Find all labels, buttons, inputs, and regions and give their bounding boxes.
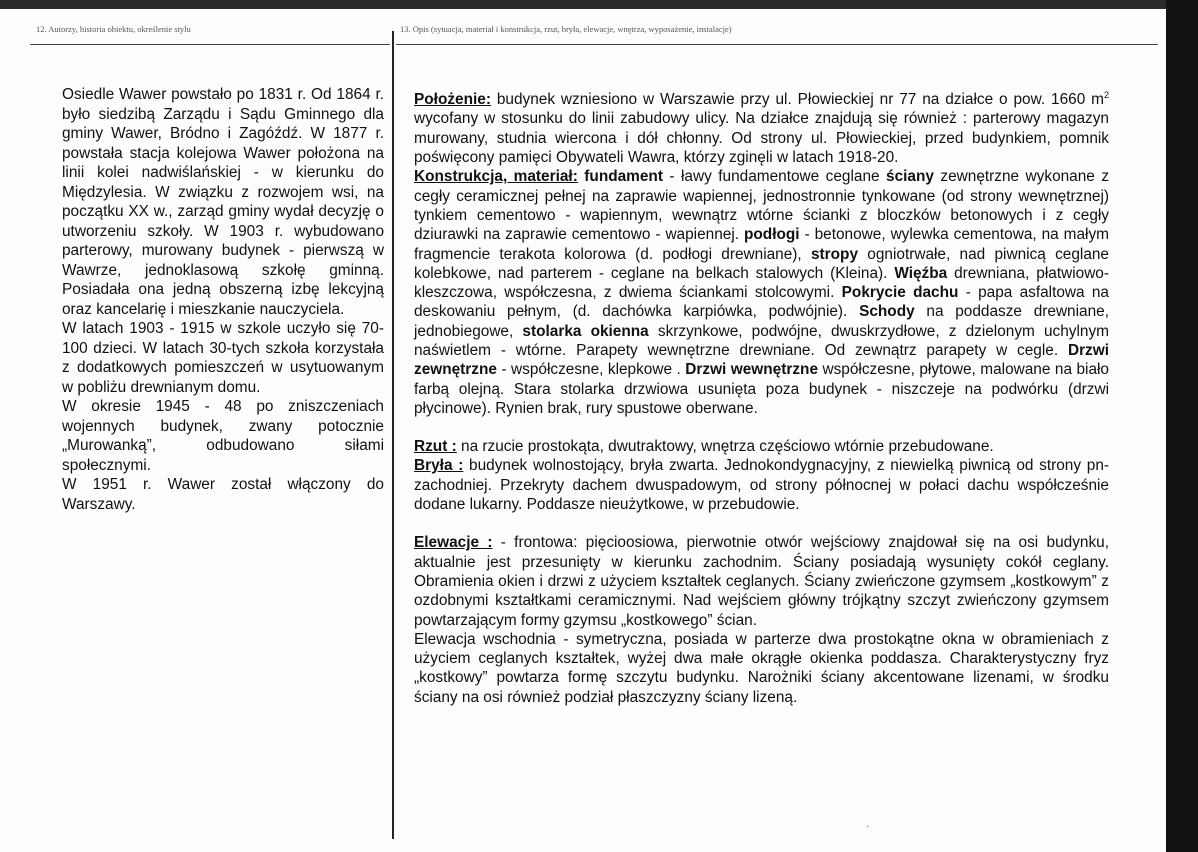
history-paragraph-3: W okresie 1945 - 48 po zniszczeniach wojennych budynek, zwany potocznie „Murowanką”, odbudowano siłami społecznymi. (62, 398, 384, 474)
area-unit-superscript: 2 (1103, 90, 1109, 100)
exterior-doors-label: Drzwi zewnętrzne (414, 341, 1109, 379)
mass-paragraph (414, 456, 1109, 514)
header-rule-left (30, 44, 390, 45)
history-paragraph-4: W 1951 r. Wawer został włączony do Warszawy. (62, 476, 384, 513)
mass-text: budynek wolnostojący, bryła zwarta. Jednokondygnacyjny, z niewielką piwnicą od strony pn-zachodniej. Przekryty dachem dwuspadowym, od strony północnej w połaci dachu współcześnie dodane lukarny. Poddasze nieużytkowe, w przebudowie. (414, 457, 1110, 514)
roof-text: - papa asfaltowa na deskowaniu pełnym, (d. dachówka karpiówka, podwójnie). (414, 284, 1109, 321)
walls-label: ściany (886, 168, 934, 186)
windows-label: stolarka okienna (522, 322, 649, 340)
roof-label: Pokrycie dachu (841, 284, 959, 302)
walls-text: zewnętrzne wykonane z cegły ceramicznej pełnej na zaprawie wapiennej, jednostronnie tynkowane (od strony wewnętrznej) tynkiem cementowo - wapiennym, wewnątrz wtórne ścianki z bloczków betonowych i z cegły dziurawki na zaprawie cementowo - wapiennej. (414, 168, 1110, 244)
history-column (62, 85, 384, 514)
floors-text: - betonowe, wylewka cementowa, na małym fragmencie terakota kolorowa (d. podłogi drewniane), (414, 226, 1109, 263)
exterior-doors-text: - współczesne, klepkowe . (496, 361, 686, 379)
construction-paragraph (414, 167, 1109, 418)
location-paragraph (414, 86, 1109, 167)
stairs-label: Schody (859, 303, 915, 321)
stairs-text: na poddasze drewniane, jednobiegowe, (414, 303, 1109, 340)
ceilings-label: stropy (810, 245, 859, 263)
description-column (414, 86, 1109, 707)
history-paragraph-2: W latach 1903 - 1915 w szkole uczyło się 70-100 dzieci. W latach 30-tych szkoła korzystała z dodatkowych pomieszczeń w usytuowanym w pobliżu drewnianym domu. (62, 320, 384, 396)
section-13-header: 13. Opis (sytuacja, materiał i konstrukcja, rzut, bryła, elewacje, wnętrza, wyposażenie, instalacje) (400, 24, 732, 34)
elevations-paragraph (414, 533, 1109, 629)
truss-label: Więźba (894, 264, 948, 282)
interior-doors-label: Drzwi wewnętrzne (685, 361, 819, 379)
construction-heading: Konstrukcja, materiał: (414, 168, 578, 186)
foundation-label: fundament (584, 168, 663, 186)
elevations-front-text: - frontowa: pięcioosiowa, pierwotnie otwór wejściowy znajdował się na osi budynku, aktualnie jest przesunięty w kierunku zachodnim. Ściany posiadają wysunięty cokół ceglany. Obramienia okien i drzwi z użyciem kształtek ceglanych. Ściany zwieńczone gzymsem „kostkowym” z ozdobnymi kształtkami ceramicznymi. Nad wejściem główny trójkątny szczyt zwieńczony gzymsem powtarzającym formy gzymsu „kostkowego” ścian. (414, 534, 1109, 629)
windows-text: skrzynkowe, podwójne, dwuskrzydłowe, z dzielonym uchylnym naświetlem - wtórne. Parapety wewnętrzne drewniane. Od zewnątrz parapety w cegle. (414, 322, 1109, 359)
scan-right-edge (1166, 0, 1198, 852)
location-text-a: budynek wzniesiono w Warszawie przy ul. Płowieckiej nr 77 na działce o pow. 1660 m (490, 91, 1104, 109)
plan-paragraph (414, 437, 1109, 456)
plan-text: na rzucie prostokąta, dwutraktowy, wnętrza częściowo wtórnie przebudowane. (456, 438, 994, 456)
location-text-b: wycofany w stosunku do linii zabudowy ulicy. Na działce znajdują się również : parterowy magazyn murowany, studnia wiercona i dół chłonny. Od strony ul. Płowieckiej, przed budynkiem, pomnik poświęcony pamięci Obywateli Wawra, którzy zginęli w latach 1918-20. (414, 110, 1109, 167)
stray-pen-mark: · (866, 821, 870, 832)
mass-heading: Bryła : (414, 457, 464, 475)
document-page (0, 9, 1166, 852)
history-paragraph-1: Osiedle Wawer powstało po 1831 r. Od 1864 r. było siedzibą Zarządu i Sądu Gminnego dla gminy Wawer, Bródno i Zagóźdź. W 1877 r. powstała stacja kolejowa Wawer położona na linii kolei nadwiślańskiej - w kierunku do Międzylesia. W związku z rozwojem wsi, na początku XX w., zarząd gminy wydał decyzję o utworzeniu szkoły. W 1903 r. wybudowano parterowy, murowany budynek - pierwszą w Wawrze, jednoklasową szkołę gminną. Posiadała ona jedną obszerną izbę lekcyjną oraz kancelarię i mieszkanie nauczyciela. (62, 86, 384, 318)
elevations-east-paragraph: Elewacja wschodnia - symetryczna, posiada w parterze dwa prostokątne okna w obramieniach z użyciem ceglanych kształtek, wyżej dwa małe okrągłe okienka poddasza. Charakterystyczny fryz „kostkowy” powtarza formę szczytu budynku. Narożniki ściany akcentowane lizenami, w środku ściany na osi również podział płaszczyzny ściany lizeną. (414, 630, 1109, 706)
interior-doors-text: współczesne, płytowe, malowane na biało farbą olejną. Stara stolarka drzwiowa usunięta poza budynek - niszczeje na podwórku (drzwi płycinowe). Rynien brak, rury spustowe oberwane. (414, 361, 1109, 417)
location-heading: Położenie: (414, 91, 491, 109)
column-divider (392, 31, 394, 839)
scan-top-edge (0, 0, 1198, 9)
paragraph-gap (414, 418, 1109, 437)
elevations-heading: Elewacje : (414, 534, 493, 552)
section-12-header: 12. Autorzy, historia obiektu, określenie stylu (36, 24, 191, 34)
floors-label: podłogi (744, 226, 800, 244)
ceilings-text: ogniotrwałe, nad piwnicą ceglane kolebkowe, nad parterem - ceglane na belkach stalowych (Kleina). (414, 245, 1109, 282)
foundation-text: - ławy fundamentowe ceglane (662, 168, 887, 186)
paragraph-gap (414, 514, 1109, 533)
header-rule-right (396, 44, 1158, 45)
truss-text: drewniana, płatwiowo- kleszczowa, współczesna, z dwiema ściankami stolcowymi. (414, 264, 1109, 302)
plan-heading: Rzut : (414, 438, 457, 456)
